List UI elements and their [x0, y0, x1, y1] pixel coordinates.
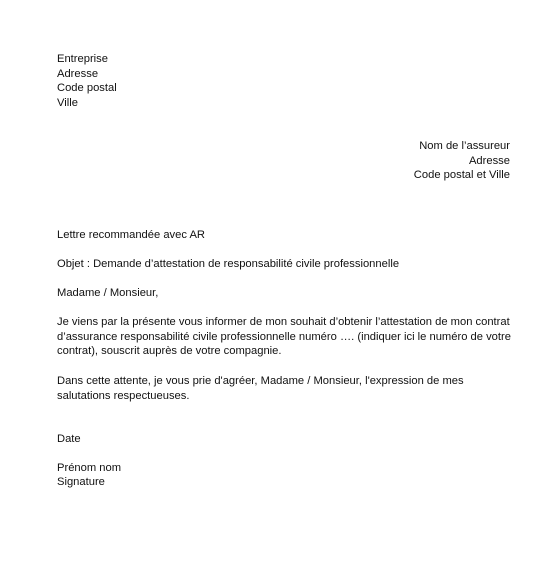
recipient-address: Adresse — [468, 154, 510, 167]
sender-address-block — [57, 52, 117, 110]
sender-postal-code: Code postal — [57, 82, 117, 94]
mail-type-line: Lettre recommandée avec AR — [57, 229, 205, 241]
subject-line: Objet : Demande d’attestation de responsabilité civile professionnelle — [57, 258, 400, 270]
closing-line: salutations respectueuses. — [57, 389, 190, 402]
name-label: Prénom nom — [57, 462, 122, 474]
body-paragraph — [57, 315, 517, 359]
body-line: Je viens par la présente vous informer de mon souhait d’obtenir l’attestation de mon contrat — [57, 316, 510, 328]
date-label: Date — [57, 433, 81, 445]
salutation-line: Madame / Monsieur, — [57, 287, 159, 299]
sender-address: Adresse — [57, 67, 99, 80]
body-line: d’assurance responsabilité civile professionnelle numéro …. (indiquer ici le numéro de votre — [57, 330, 511, 343]
signature-label: Signature — [57, 476, 105, 488]
sender-city: Ville — [57, 96, 78, 109]
closing-paragraph — [57, 374, 517, 403]
body-line: contrat), souscrit auprès de votre compagnie. — [57, 345, 282, 357]
recipient-name: Nom de l’assureur — [419, 140, 510, 152]
recipient-address-block — [414, 139, 510, 183]
sender-company: Entreprise — [57, 53, 108, 65]
recipient-postal-city: Code postal et Ville — [413, 169, 510, 181]
closing-line: Dans cette attente, je vous prie d'agréer, Madame / Monsieur, l'expression de mes — [57, 375, 464, 387]
